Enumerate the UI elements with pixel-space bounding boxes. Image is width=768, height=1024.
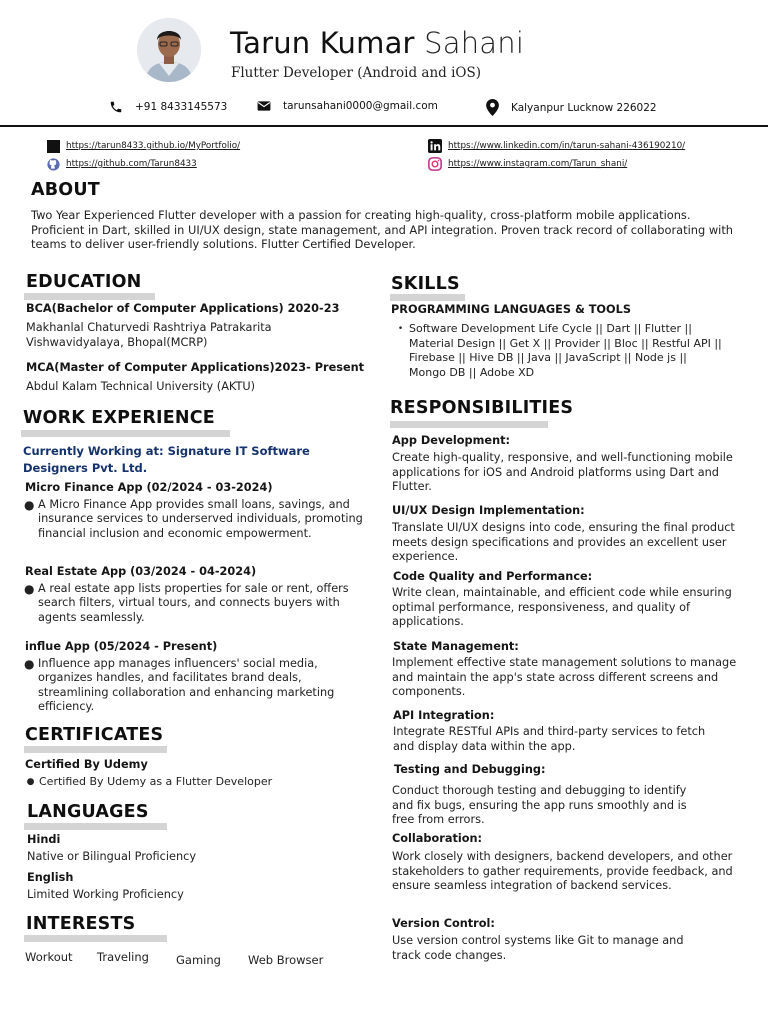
education-school: Abdul Kalam Technical University (AKTU) (26, 380, 256, 393)
responsibility-text: Write clean, maintainable, and efficient code while ensuring optimal performance, responsiveness, and quality of applications. (392, 586, 732, 628)
responsibility-text: Integrate RESTful APIs and third-party services to fetch and display data within the app. (393, 725, 706, 753)
certificate-item-text: Certified By Udemy as a Flutter Developer (39, 775, 273, 788)
bullet-icon: ● (24, 498, 35, 512)
project-description-text: A real estate app lists properties for sale or rent, offers search filters, virtual tours, and connects buyers with agents seamlessly. (38, 582, 349, 624)
interest-item: Web Browser (248, 953, 324, 967)
interests-underline (24, 935, 167, 942)
portfolio-icon (46, 139, 60, 153)
interest-item: Traveling (97, 950, 149, 964)
project-title: Real Estate App (03/2024 - 04-2024) (25, 565, 257, 578)
bullet-icon: ● (24, 657, 35, 671)
location-text: Kalyanpur Lucknow 226022 (511, 101, 657, 114)
bullet-icon: • (397, 324, 404, 334)
phone-contact (109, 100, 227, 114)
education-underline (24, 293, 155, 300)
interest-item: Gaming (176, 953, 221, 967)
responsibility-title: UI/UX Design Implementation: (392, 504, 585, 517)
responsibility-title: Version Control: (392, 917, 495, 930)
responsibility-text: Conduct thorough testing and debugging to identify and fix bugs, ensuring the app runs smoothly and is free from errors. (392, 784, 687, 826)
language-name: Hindi (27, 833, 61, 846)
current-company: Currently Working at: Signature IT Software Designers Pvt. Ltd. (23, 444, 310, 475)
languages-heading: LANGUAGES (27, 802, 149, 822)
skills-underline (390, 294, 465, 301)
instagram-icon (428, 157, 442, 171)
location-pin-icon (486, 99, 499, 116)
responsibility-text: Work closely with designers, backend developers, and other stakeholders to gather requirements, provide feedback, and ensure seamless integration of backend services. (392, 850, 733, 892)
skills-heading: SKILLS (391, 274, 460, 294)
education-degree: BCA(Bachelor of Computer Applications) 2020-23 (26, 302, 340, 315)
responsibility-text: Translate UI/UX designs into code, ensuring the final product meets design specifications and provides an excellent user experience. (392, 521, 735, 563)
last-name: Sahani (424, 26, 525, 60)
github-link[interactable] (46, 157, 197, 171)
bullet-icon: ● (26, 777, 35, 787)
profile-photo (137, 18, 201, 82)
instagram-url[interactable]: https://www.instagram.com/Tarun_shani/ (448, 159, 628, 169)
language-level: Native or Bilingual Proficiency (27, 850, 197, 863)
linkedin-link[interactable] (428, 139, 685, 153)
responsibility-text: Implement effective state management solutions to manage and maintain the app's state across different screens and components. (392, 656, 737, 698)
about-heading: ABOUT (31, 180, 100, 200)
linkedin-url[interactable]: https://www.linkedin.com/in/tarun-sahani-436190210/ (448, 141, 686, 151)
certificate-title: Certified By Udemy (25, 758, 148, 771)
responsibility-text: Use version control systems like Git to manage and track code changes. (392, 934, 684, 962)
skills-text: Software Development Life Cycle || Dart || Flutter || Material Design || Get X || Provider || Bloc || Restful API || Firebase || Hive DB || Java || JavaScript || Node js || Mongo DB || Adobe XD (409, 322, 722, 379)
responsibility-title: Testing and Debugging: (394, 763, 546, 776)
project-description-text: Influence app manages influencers' social media, organizes handles, and facilitates brand deals, streamlining collaboration and enhancing marketing efficiency. (38, 657, 335, 713)
language-level: Limited Working Proficiency (27, 888, 184, 901)
project-title: Micro Finance App (02/2024 - 03-2024) (25, 481, 273, 494)
interest-item: Workout (25, 950, 73, 964)
skills-subheading: PROGRAMMING LANGUAGES & TOOLS (391, 303, 631, 316)
project-description (24, 498, 374, 541)
github-icon (46, 157, 60, 171)
first-name: Tarun Kumar (230, 26, 415, 60)
email-address: tarunsahani0000@gmail.com (283, 100, 438, 112)
certificates-heading: CERTIFICATES (25, 725, 164, 745)
bullet-icon: ● (24, 582, 35, 596)
responsibilities-underline (390, 421, 548, 428)
candidate-name (230, 26, 524, 60)
phone-icon (109, 100, 123, 114)
project-title: influe App (05/2024 - Present) (25, 640, 218, 653)
portfolio-url[interactable]: https://tarun8433.github.io/MyPortfolio/ (66, 141, 241, 151)
certificates-underline (24, 746, 167, 753)
header-divider (0, 125, 768, 127)
email-contact (257, 100, 438, 112)
languages-underline (24, 823, 167, 830)
education-heading: EDUCATION (26, 272, 142, 292)
project-description (24, 582, 374, 625)
linkedin-icon (428, 139, 442, 153)
responsibility-text: Create high-quality, responsive, and well-functioning mobile applications for iOS and Android platforms using Dart and Flutter. (392, 451, 733, 493)
skills-list (392, 322, 722, 380)
responsibility-title: Collaboration: (392, 832, 483, 845)
work-experience-heading: WORK EXPERIENCE (23, 408, 215, 428)
responsibility-title: API Integration: (393, 709, 495, 722)
education-degree: MCA(Master of Computer Applications)2023- Present (26, 361, 365, 374)
location-contact (486, 99, 657, 116)
github-url[interactable]: https://github.com/Tarun8433 (66, 159, 197, 169)
project-description-text: A Micro Finance App provides small loans, savings, and insurance services to underserved individuals, promoting financial inclusion and economic empowerment. (38, 498, 363, 540)
responsibility-title: State Management: (393, 640, 519, 653)
about-text: Two Year Experienced Flutter developer with a passion for creating high-quality, cross-platform mobile applications. Proficient in Dart, skilled in UI/UX design, state management, and API integration. Proven track record of collaborating with teams to deliver user-friendly solutions. Flutter Certified Developer. (31, 208, 734, 251)
phone-number: +91 8433145573 (135, 101, 228, 113)
language-name: English (27, 871, 74, 884)
mail-icon (257, 100, 271, 112)
job-title: Flutter Developer (Android and iOS) (231, 65, 481, 81)
responsibility-title: App Development: (392, 434, 511, 447)
education-school: Makhanlal Chaturvedi Rashtriya Patrakarita Vishwavidyalaya, Bhopal(MCRP) (26, 321, 272, 349)
responsibility-title: Code Quality and Performance: (393, 570, 593, 583)
interests-heading: INTERESTS (26, 914, 136, 934)
work-experience-underline (21, 430, 230, 437)
instagram-link[interactable] (428, 157, 627, 171)
project-description (24, 657, 374, 714)
certificate-item (22, 775, 362, 790)
responsibilities-heading: RESPONSIBILITIES (390, 398, 574, 418)
portfolio-link[interactable] (46, 139, 240, 153)
